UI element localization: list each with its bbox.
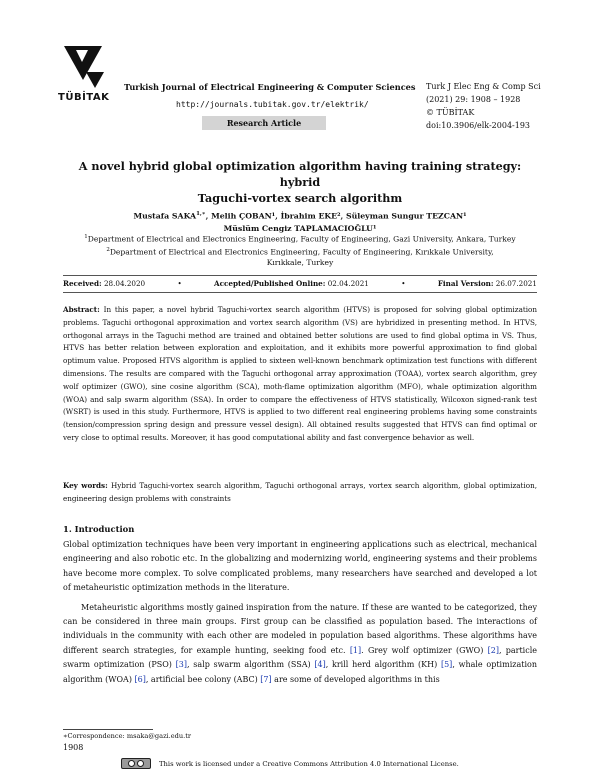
- author-line-1: [60, 208, 540, 223]
- citation-link[interactable]: [3]: [175, 660, 187, 670]
- paper-title: [60, 158, 540, 206]
- journal-abbrev: Turk J Elec Eng & Comp Sci: [426, 82, 541, 91]
- title-line-2: Taguchi-vortex search algorithm: [197, 191, 403, 205]
- accepted-date: Accepted/Published Online: 02.04.2021: [214, 279, 369, 288]
- received-date: Received: 28.04.2020: [63, 279, 146, 288]
- author-rest: , Melih ÇOBAN¹, İbrahim EKE², Süleyman Sungur TEZCAN¹: [205, 211, 467, 221]
- author-line-2: Müslüm Cengiz TAPLAMACIOĞLU¹: [223, 223, 377, 233]
- affiliation-1: $^1$Department of Electrical and Electronics Engineering, Faculty of Engineering, Gazi University, Ankara, Turkey: [84, 234, 516, 244]
- title-line-1: A novel hybrid global optimization algorithm having training strategy: hybrid: [78, 159, 522, 189]
- dates-row: [63, 279, 537, 288]
- keywords-label: Key words:: [63, 481, 108, 490]
- introduction-body: [63, 538, 537, 687]
- keywords: [63, 480, 537, 506]
- section-heading-introduction: 1. Introduction: [63, 524, 135, 534]
- copyright: © TÜBİTAK: [426, 108, 475, 117]
- journal-name: Turkish Journal of Electrical Engineering & Computer Sciences: [124, 82, 416, 92]
- affiliation-2: $^2$Department of Electrical and Electronics Engineering, Faculty of Engineering, Kırıkkale University,: [106, 246, 494, 257]
- article-type-badge: Research Article: [202, 116, 326, 130]
- author-first-sup: 1,∗: [196, 211, 206, 217]
- intro-paragraph-2: Metaheuristic algorithms mostly gained inspiration from the nature. If these are wanted to be categorized, they can be considered in three main groups. First group can be classified as population based. The interactions of individuals in the community with each other are modeled in population based algorithms. These algorithms have different search strategies, for example hunting, seeking food etc. [1]. Grey wolf optimizer (GWO) [2], particle swarm optimization (PSO) [3], salp swarm algorithm (SSA) [4], krill herd algorithm (KH) [5], whale optimization algorithm (WOA) [6], artificial bee colony (ABC) [7] are some of developed algorithms in this: [63, 602, 537, 684]
- abstract: [63, 304, 537, 445]
- dates-top-rule: [63, 275, 537, 276]
- citation-link[interactable]: [6]: [134, 674, 146, 684]
- doi[interactable]: doi:10.3906/elk-2004-193: [426, 121, 531, 130]
- abstract-label: Abstract:: [63, 305, 100, 314]
- correspondence-footnote: [63, 732, 191, 740]
- author-list: [60, 208, 540, 235]
- page-number: 1908: [63, 743, 84, 752]
- intro-paragraph-1: Global optimization techniques have been very important in engineering applications such as electrical, mechanical engineering and also robotic etc. In the globalizing and modernizing world, engineering systems and their problems have become more complex. To solve complicated problems, many researchers have searched and developed a lot of metaheuristic optimization methods in the literature.: [63, 540, 537, 593]
- correspondence-email[interactable]: msaka@gazi.edu.tr: [126, 732, 192, 740]
- abstract-text: In this paper, a novel hybrid Taguchi-vortex search algorithm (HTVS) is proposed for solving global optimization problems. Taguchi orthogonal approximation and vortex search algorithm (VS) are hybridized in presenting method. In HTVS, orthogonal arrays in the Taguchi method are trained and obtained better solutions are used to find global optima in VS. Thus, HTVS has better relation between exploration and exploitation, and it exhibits more powerful approximation to find global optimum value. Proposed HTVS algorithm is applied to sixteen well-known benchmark optimization test functions with different dimensions. The results are compared with the Taguchi orthogonal array approximation (TOAA), vortex search algorithm, grey wolf optimizer (GWO), sine cosine algorithm (SCA), moth-flame optimization algorithm (MFO), whale optimization algorithm (WOA) and salp swarm algorithm (SSA). In order to compare the effectiveness of HTVS statistically, Wilcoxon signed-rank test (WSRT) is used in this study. Furthermore, HTVS is applied to two different real engineering problems having some constraints (tension/compression spring design and pressure vessel design). All obtained results suggested that HTVS can find optimal or very close to optimal results. Moreover, it has good computational ability and fast convergence behavior as well.: [63, 305, 538, 442]
- citation-link[interactable]: [1]: [349, 645, 362, 655]
- logo-text: TÜBİTAK: [58, 92, 110, 103]
- affiliations: [60, 232, 540, 268]
- tubitak-logo: [58, 42, 118, 110]
- affiliation-2-city: Kırıkkale, Turkey: [266, 258, 334, 268]
- date-separator-1: •: [177, 279, 182, 288]
- author-first: Mustafa SAKA: [133, 211, 197, 221]
- issue-info: (2021) 29: 1908 – 1928: [426, 95, 521, 104]
- date-separator-2: •: [401, 279, 406, 288]
- keywords-text: Hybrid Taguchi-vortex search algorithm, Taguchi orthogonal arrays, vortex search algorithm, global optimization, engineering design problems with constraints: [63, 481, 537, 503]
- journal-url[interactable]: http://journals.tubitak.gov.tr/elektrik/: [176, 100, 369, 109]
- final-date: Final Version: 26.07.2021: [437, 279, 537, 288]
- footnote-rule: [63, 729, 153, 730]
- cc-by-license-icon[interactable]: [121, 758, 151, 769]
- citation-link[interactable]: [2]: [487, 645, 499, 655]
- citation-link[interactable]: [7]: [260, 674, 272, 684]
- citation-link[interactable]: [5]: [440, 660, 453, 670]
- dates-bottom-rule: [63, 292, 537, 293]
- license-text: This work is licensed under a Creative Commons Attribution 4.0 International License.: [159, 760, 459, 768]
- citation-block: [426, 80, 541, 132]
- correspondence-label: ∗Correspondence:: [63, 732, 125, 740]
- citation-link[interactable]: [4]: [314, 660, 326, 670]
